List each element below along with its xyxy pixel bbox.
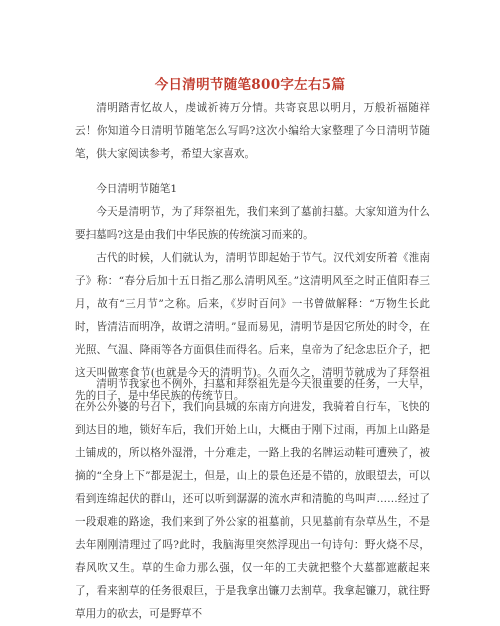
body-paragraph-2: 古代的时候，人们就认为，清明节即起始于节气。汉代刘安所着《淮南子》称：“春分后加十五日指乙那么清明风至。”这清明风至之时正值阳春三月，故有“三月节”之称。后来，《岁时百问》一书曾做解释：“万物生长此时，皆清洁而明净，故谓之清明。”显而易见，清明节是因它所处的时令，在光照、气温、降雨等各方面俱佳而得名。后来，皇帝为了纪念忠臣介子，把这天叫做寒食节(也就是今天的清明节)。久而久之，清明节就成为了拜祭祖先的日子，是中华民族的传统节日。 <box>75 252 430 402</box>
intro-paragraph: 清明踏青忆故人，虔诚祈祷万分情。共寄哀思以明月，万般祈福随祥云！你知道今日清明节随笔怎么写吗?这次小编给大家整理了今日清明节随笔，供大家阅读参考，希望大家喜欢。 <box>75 102 430 160</box>
body-paragraph-3: 清明节我家也不例外，扫墓和拜祭祖先是今天很重要的任务，一大早，在外公外婆的号召下，我们向县城的东南方向进发，我骑着自行车，飞快的到达目的地，锁好车后，我们开始上山，大概由于刚下过雨，再加上山路是土铺成的，所以格外湿滑，十分难走，一路上我的名牌运动鞋可遭殃了，被摘的“全身上下”都是泥土，但是，山上的景色还是不错的，放眼望去，可以看到连绵起伏的群山，还可以听到潺潺的流水声和清脆的鸟叫声……经过了一段艰难的路途，我们来到了外公家的祖墓前，只见墓前有杂草丛生，不是去年刚刚清理过了吗?此时，我脑海里突然浮现出一句诗句：野火烧不尽，春风吹又生。草的生命力那么强，仅一年的工夫就把整个大墓都遮蔽起来了，看来割草的任务很艰巨，于是我拿出镰刀去割草。我拿起镰刀，就往野草用力的砍去，可是野草不 <box>75 378 430 620</box>
section-heading: 今日清明节随笔1 <box>96 183 178 195</box>
body-paragraph-1: 今天是清明节，为了拜祭祖先，我们来到了墓前扫墓。大家知道为什么要扫墓吗?这是由我们中华民族的传统演习而来的。 <box>75 206 430 241</box>
document-title: 今日清明节随笔800字左右5篇 <box>154 77 346 93</box>
